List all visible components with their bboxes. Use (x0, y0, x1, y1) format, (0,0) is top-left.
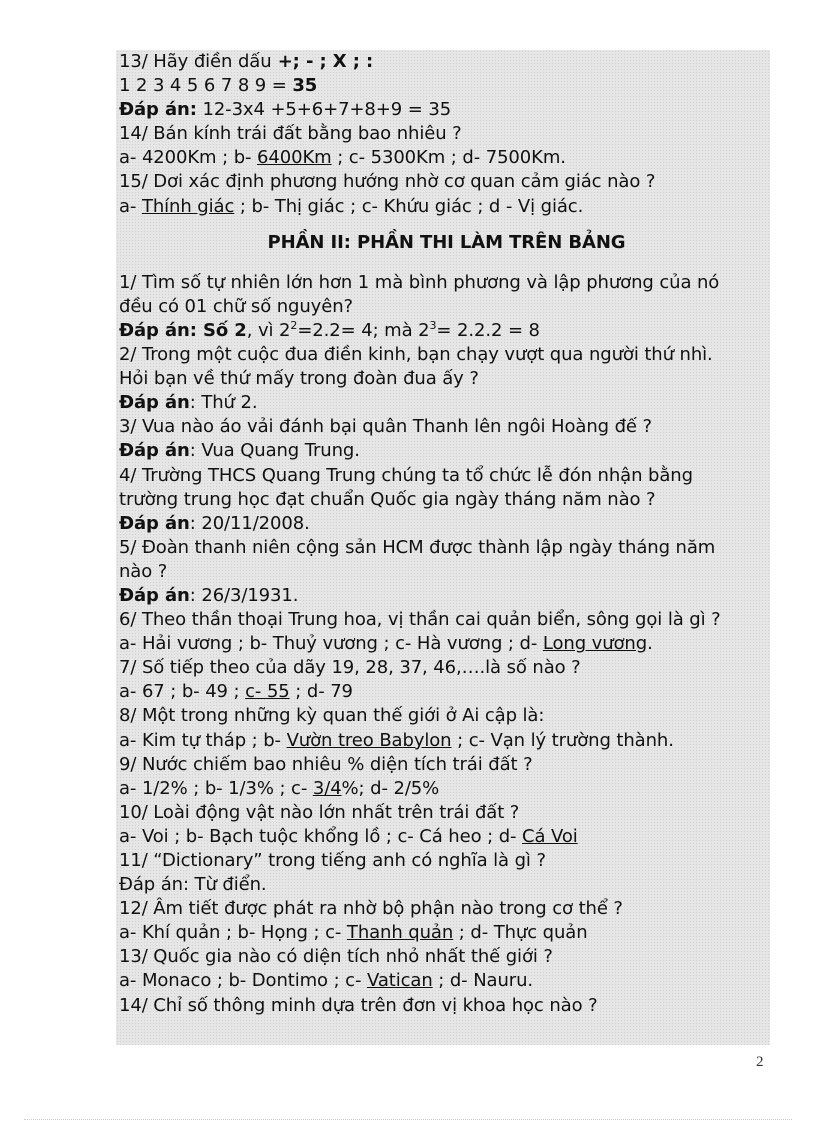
p2-options-13: a- Monaco ; b- Dontimo ; c- Vatican ; d- Nauru. (119, 970, 534, 992)
p2-question-14: 14/ Chỉ số thông minh dựa trên đơn vị khoa học nào ? (119, 994, 598, 1016)
p2-answer-4: Đáp án: 20/11/2008. (119, 512, 310, 534)
p2-question-13: 13/ Quốc gia nào có diện tích nhỏ nhất thế giới ? (119, 946, 553, 968)
question-13-sequence: 1 2 3 4 5 6 7 8 9 = 35 (119, 75, 318, 97)
p2-options-7: a- 67 ; b- 49 ; c- 55 ; d- 79 (119, 681, 353, 703)
question-14: 14/ Bán kính trái đất bằng bao nhiêu ? (119, 123, 462, 145)
p2-answer-3: Đáp án: Vua Quang Trung. (119, 440, 360, 462)
p2-question-10: 10/ Loài động vật nào lớn nhất trên trái đất ? (119, 801, 520, 823)
section-heading: PHẦN II: PHẦN THI LÀM TRÊN BẢNG (267, 231, 626, 253)
question-13: 13/ Hãy điền dấu +; - ; X ; : (119, 51, 374, 72)
p2-question-11: 11/ “Dictionary” trong tiếng anh có nghĩa là gì ? (119, 850, 546, 871)
p2-answer-2: Đáp án: Thứ 2. (119, 392, 258, 414)
p2-question-5-line2: nào ? (119, 560, 168, 582)
question-15: 15/ Dơi xác định phương hướng nhờ cơ quan cảm giác nào ? (119, 171, 656, 193)
p2-question-5-line1: 5/ Đoàn thanh niên cộng sản HCM được thành lập ngày tháng năm (119, 536, 716, 558)
p2-answer-11: Đáp án: Từ điển. (119, 874, 267, 896)
p2-options-8: a- Kim tự tháp ; b- Vườn treo Babylon ; c- Vạn lý trường thành. (119, 729, 674, 751)
p2-question-4-line1: 4/ Trường THCS Quang Trung chúng ta tổ chức lễ đón nhận bằng (119, 464, 693, 486)
p2-question-2-line1: 2/ Trong một cuộc đua điền kinh, bạn chạy vượt qua người thứ nhì. (119, 344, 713, 366)
p2-answer-5: Đáp án: 26/3/1931. (119, 584, 299, 606)
page-number: 2 (756, 1054, 764, 1070)
p2-question-4-line2: trường trung học đạt chuẩn Quốc gia ngày tháng năm nào ? (119, 488, 656, 510)
document-body (119, 50, 779, 1018)
p2-question-3: 3/ Vua nào áo vải đánh bại quân Thanh lên ngôi Hoàng đế ? (119, 416, 652, 438)
p2-question-8: 8/ Một trong những kỳ quan thế giới ở Ai cập là: (119, 705, 545, 727)
p2-options-10: a- Voi ; b- Bạch tuộc khổng lồ ; c- Cá heo ; d- Cá Voi (119, 825, 578, 847)
options-14: a- 4200Km ; b- 6400Km ; c- 5300Km ; d- 7500Km. (119, 147, 566, 169)
p2-answer-1: Đáp án: Số 2, vì $2^2=2.2= 4$; mà $2^3= 2.2.2 = 8$ (119, 318, 540, 341)
answer-13: Đáp án: 12-3x4 +5+6+7+8+9 = 35 (119, 99, 452, 121)
p2-question-9: 9/ Nước chiếm bao nhiêu % diện tích trái đất ? (119, 753, 533, 775)
p2-question-6: 6/ Theo thần thoại Trung hoa, vị thần cai quản biển, sông gọi là gì ? (119, 609, 721, 631)
p2-question-1-line1: 1/ Tìm số tự nhiên lớn hơn 1 mà bình phương và lập phương của nó (119, 271, 720, 293)
p2-options-6: a- Hải vương ; b- Thuỷ vương ; c- Hà vương ; d- Long vương. (119, 633, 653, 655)
p2-question-2-line2: Hỏi bạn về thứ mấy trong đoàn đua ấy ? (119, 368, 479, 390)
p2-options-9: a- 1/2% ; b- 1/3% ; c- 3/4%; d- 2/5% (119, 777, 440, 799)
p2-question-7: 7/ Số tiếp theo của dãy 19, 28, 37, 46,….là số nào ? (119, 657, 581, 679)
footer-divider (24, 1119, 792, 1120)
p2-question-1-line2: đều có 01 chữ số nguyên? (119, 295, 353, 317)
p2-options-12: a- Khí quản ; b- Họng ; c- Thanh quản ; d- Thực quản (119, 922, 588, 944)
p2-question-12: 12/ Âm tiết được phát ra nhờ bộ phận nào trong cơ thể ? (119, 898, 623, 920)
options-15: a- Thính giác ; b- Thị giác ; c- Khứu giác ; d - Vị giác. (119, 195, 584, 217)
